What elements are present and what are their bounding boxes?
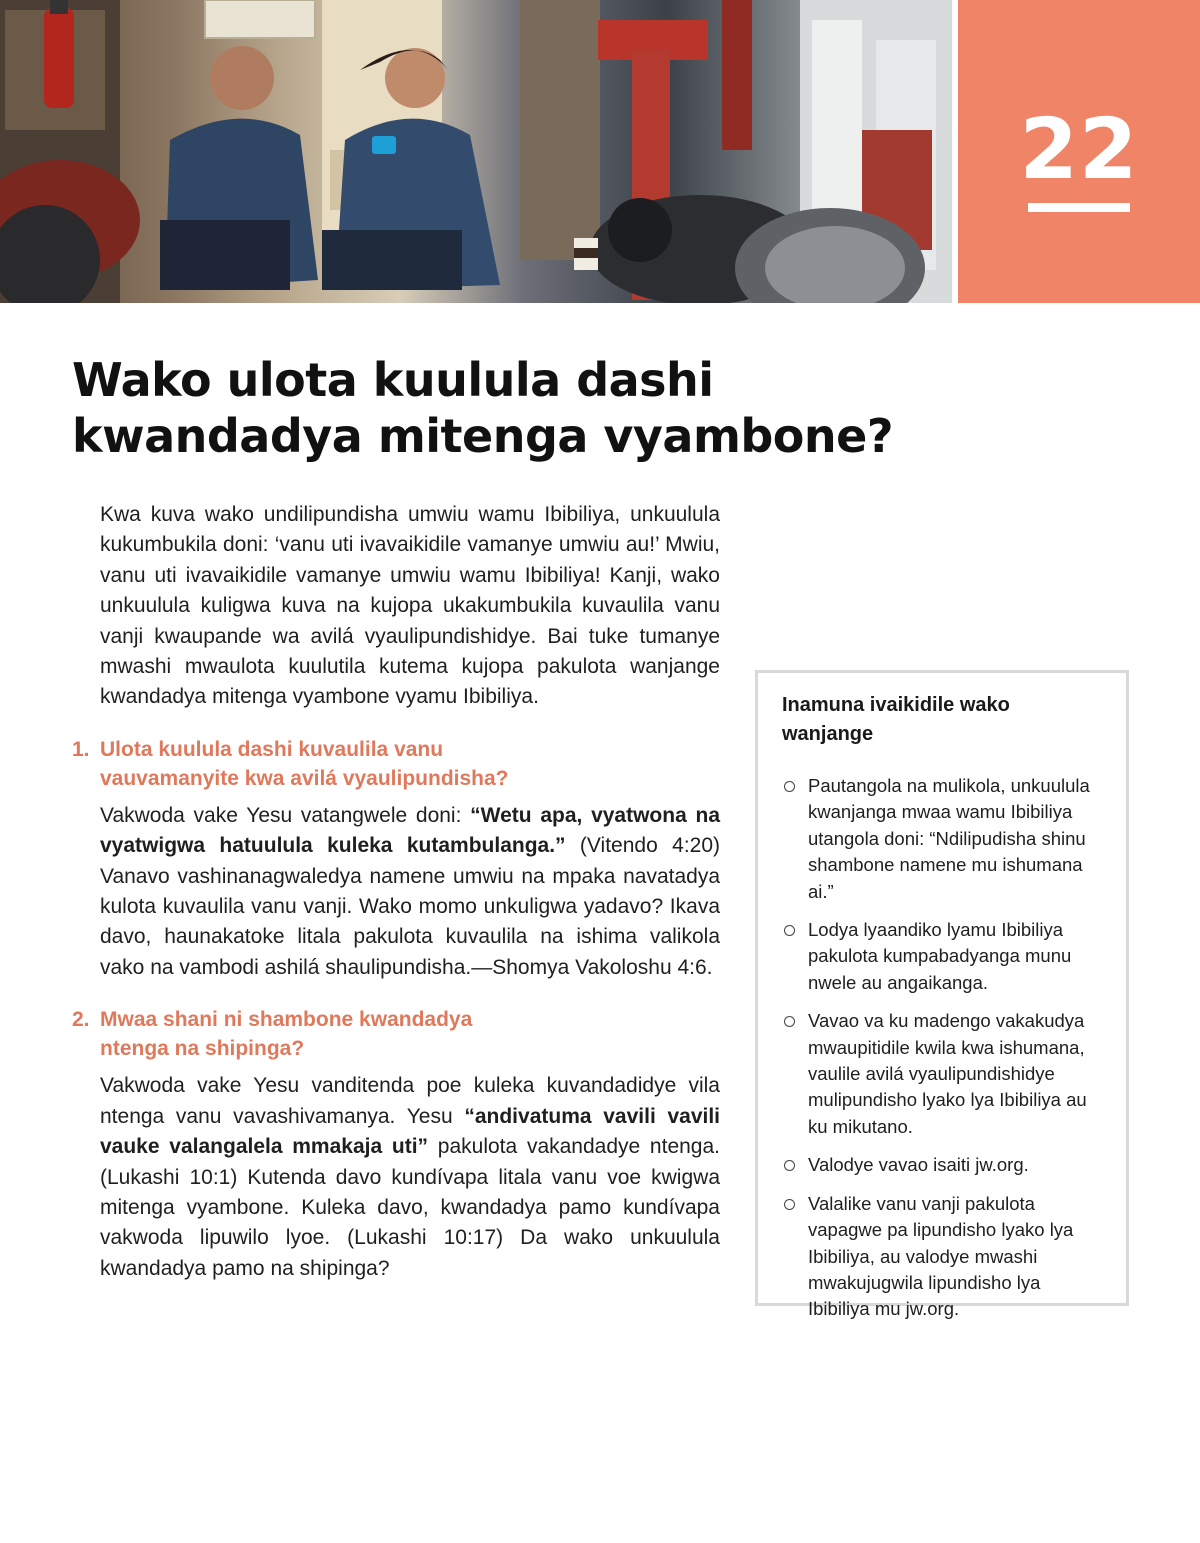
main-column	[72, 500, 720, 1284]
garage-scene-illustration	[0, 0, 952, 303]
section-2-question	[72, 1005, 720, 1063]
section-2-question-line-1: Mwaa shani ni shambone kwandadya	[100, 1008, 473, 1032]
hero-photo	[0, 0, 952, 303]
section-1	[72, 735, 720, 983]
section-1-question-line-1: Ulota kuulula dashi kuvaulila vanu	[100, 737, 444, 761]
sidebar-list	[782, 773, 1102, 1323]
list-item-text: Vavao va ku madengo vakakudya mwaupitidile kwila kwa ishumana, vaulile avilá vyaulipundishidye mulipundisho lyako lya Ibibiliya au ku mikutano.	[808, 1010, 1087, 1137]
section-2-number: 2.	[72, 1008, 90, 1032]
section-2-question-line-2: ntenga na shipinga?	[100, 1037, 305, 1061]
page-title-line-1: Wako ulota kuulula dashi	[72, 353, 714, 407]
bullet-circle-icon	[784, 1160, 795, 1171]
bullet-circle-icon	[784, 1199, 795, 1210]
section-1-text-a: Vakwoda vake Yesu vatangwele doni:	[100, 803, 471, 827]
list-item-text: Valodye vavao isaiti jw.org.	[808, 1154, 1029, 1176]
list-item	[782, 773, 1102, 905]
bullet-circle-icon	[784, 781, 795, 792]
list-item	[782, 1008, 1102, 1140]
section-2-question-text	[100, 1005, 720, 1063]
section-2-text-b: pakulota vakandadye ntenga. (Lukashi 10:1) Kutenda davo kundívapa litala vanu voe kwigwa mitenga vyambone. Kuleka davo, kwandadya pamo kundívapa vakwoda lipuwilo lyoe. (Lukashi 10:17) Da wako unkuulula kwandadya pamo na shipinga?	[100, 1135, 720, 1280]
section-1-quote: “Wetu apa, vyatwona na vyatwigwa hatuulula kuleka kutambulanga.”	[100, 803, 720, 858]
section-2-paragraph	[100, 1071, 720, 1284]
section-1-question-line-2: vauvamanyite kwa avilá vyaulipundisha?	[100, 766, 509, 790]
lesson-number-underline	[1028, 203, 1130, 212]
lesson-number-tab	[958, 0, 1200, 303]
section-2-text-a: Vakwoda vake Yesu vanditenda poe kuleka kuvandadidye vila ntenga vanu vavashivamanya. Yesu	[100, 1074, 720, 1128]
list-item	[782, 1191, 1102, 1323]
section-1-paragraph	[100, 801, 720, 983]
section-1-text-b: (Vitendo 4:20) Vanavo vashinanagwaledya namene umwiu na mpaka navatadya kulota kuvaulila vanu vanji. Wako momo unkuligwa yadavo? Ikava davo, haunakatoke litala pakulota kuvaulila na ishima valikola vako na vambodi ashilá shaulipundisha.—Shomya Vakoloshu 4:6.	[100, 834, 721, 979]
page-title-line-2: kwandadya mitenga vyambone?	[72, 409, 894, 463]
page-title	[72, 352, 972, 464]
section-1-question	[72, 735, 720, 793]
list-item	[782, 1152, 1102, 1178]
intro-paragraph: Kwa kuva wako undilipundisha umwiu wamu Ibibiliya, unkuulula kukumbukila doni: ‘vanu uti ivavaikidile vamanye umwiu au!’ Mwiu, vanu uti ivavaikidile vamanye umwiu wamu Ibibiliya! Kanji, wako unkuulula kuligwa kuva na kujopa ukakumbukila kuvaulila vanu vanji kwaupande wa avilá vyaulipundishidye. Bai tuke tumanye mwashi mwaulota kuulutila kutema kujopa pakulota wanjange kwandadya mitenga vyambone vyamu Ibibiliya.	[100, 503, 720, 709]
sidebar-title: Inamuna ivaikidile wako wanjange	[782, 694, 1010, 745]
section-2-quote: “andivatuma vavili vavili vauke valangalela mmakaja uti”	[100, 1104, 721, 1159]
section-1-question-text	[100, 735, 720, 793]
bullet-circle-icon	[784, 1016, 795, 1027]
list-item-text: Pautangola na mulikola, unkuulula kwanjanga mwaa wamu Ibibiliya utangola doni: “Ndilipudisha shinu shambone namene mu ishumana ai.”	[808, 775, 1090, 902]
section-1-number: 1.	[72, 737, 90, 761]
list-item-text: Lodya lyaandiko lyamu Ibibiliya pakulota kumpabadyanga munu nwele au angaikanga.	[808, 919, 1072, 993]
section-2	[72, 1005, 720, 1284]
bullet-circle-icon	[784, 925, 795, 936]
lesson-number: 22	[1019, 100, 1139, 198]
list-item	[782, 917, 1102, 996]
list-item-text: Valalike vanu vanji pakulota vapagwe pa lipundisho lyako lya Ibibiliya, au valodye mwashi mwakujugwila lipundisho lya Ibibiliya mu jw.org.	[808, 1192, 1074, 1320]
tips-sidebar	[755, 670, 1129, 1320]
